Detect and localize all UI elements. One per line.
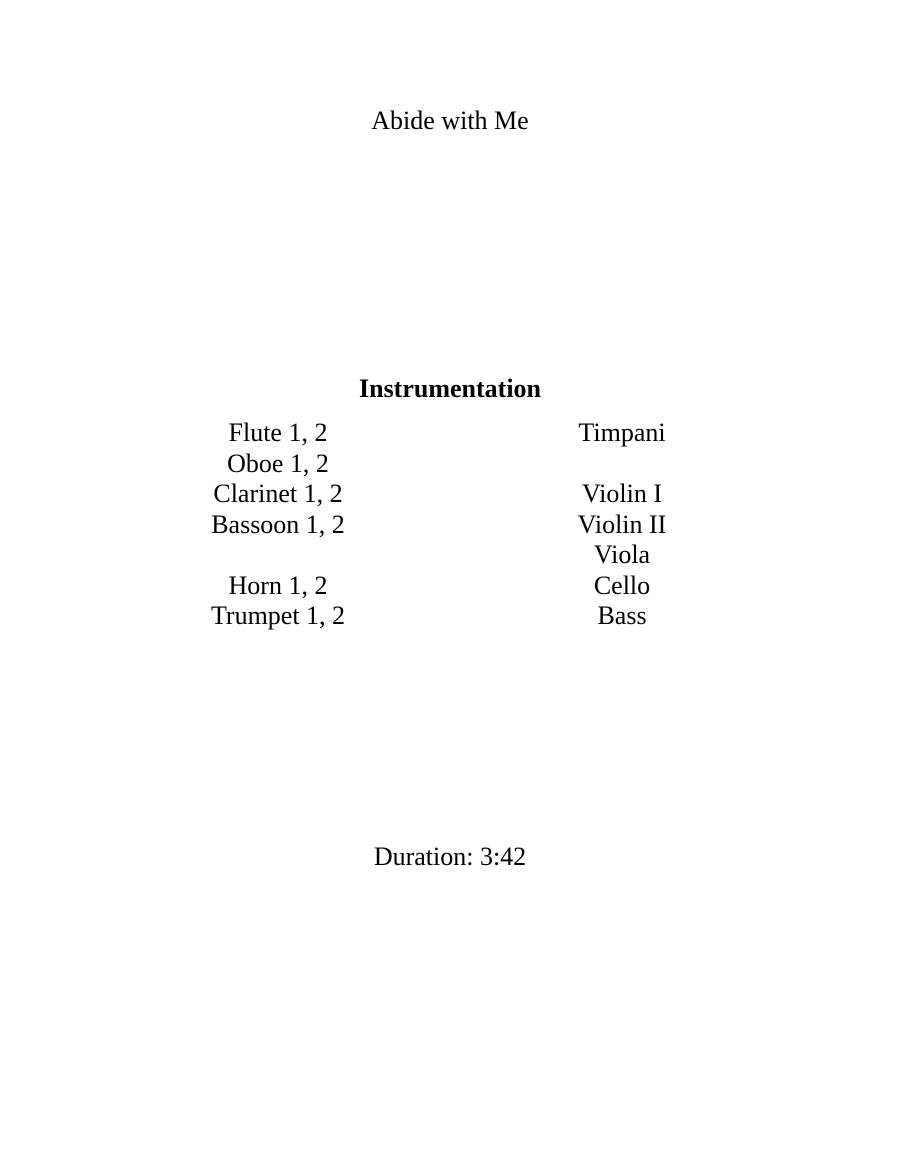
instrument-item: Violin I: [581, 479, 663, 508]
instrument-item: Flute 1, 2: [228, 418, 328, 447]
instrument-item: Timpani: [578, 418, 666, 447]
instrument-item: Bass: [597, 601, 647, 630]
instrument-item: Trumpet 1, 2: [210, 601, 346, 630]
instrument-item: Oboe 1, 2: [227, 448, 329, 478]
instrument-item: Bassoon 1, 2: [211, 509, 345, 539]
woodwind-brass-column: [128, 418, 428, 632]
instrument-item: Cello: [593, 570, 651, 600]
percussion-strings-column: [472, 418, 772, 632]
instrument-spacer: [472, 449, 772, 480]
piece-title: Abide with Me: [371, 106, 529, 135]
instrument-item: Clarinet 1, 2: [213, 479, 343, 508]
instrument-item: Horn 1, 2: [228, 570, 328, 600]
instrument-item: Viola: [593, 540, 651, 569]
instrument-item: Violin II: [577, 509, 667, 539]
instrument-spacer: [128, 540, 428, 571]
instrumentation-heading: Instrumentation: [358, 374, 541, 403]
duration-text: Duration: 3:42: [373, 842, 527, 871]
